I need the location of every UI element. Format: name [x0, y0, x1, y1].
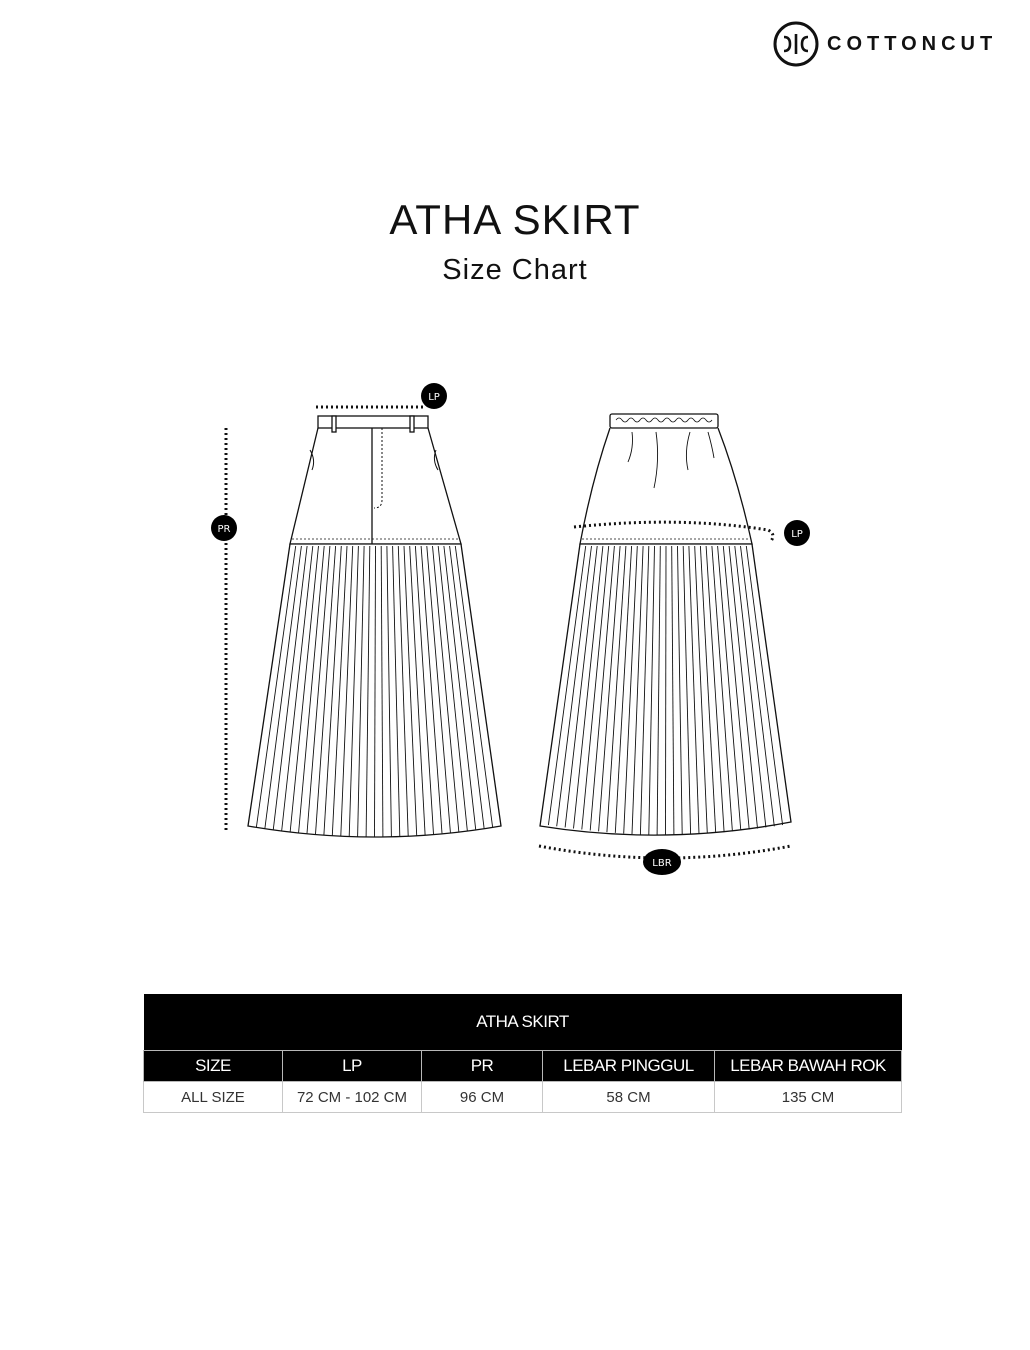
- table-row: [144, 1082, 902, 1113]
- back-hip-badge: [784, 520, 810, 546]
- column-header-lebar-pinggul: LEBAR PINGGUL: [543, 1051, 715, 1082]
- cottoncut-logo-icon: [773, 21, 819, 67]
- table-cell: ALL SIZE: [144, 1082, 283, 1113]
- back-hip-measure-line: [574, 522, 773, 541]
- skirt-diagram: [0, 370, 1030, 890]
- page-subtitle: Size Chart: [442, 254, 588, 286]
- table-cell: 72 CM - 102 CM: [283, 1082, 422, 1113]
- table-title: ATHA SKIRT: [144, 994, 902, 1051]
- table-cell: 58 CM: [543, 1082, 715, 1113]
- column-header-pr: PR: [422, 1051, 543, 1082]
- pleat-line: [666, 546, 667, 835]
- table-header-row: [144, 1051, 902, 1082]
- size-table: [143, 994, 902, 1113]
- back-hem-badge: [643, 849, 681, 875]
- table-cell: 135 CM: [715, 1082, 902, 1113]
- brand-name: COTTONCUT: [827, 32, 998, 55]
- front-skirt-drawing: [248, 416, 501, 837]
- front-waist-badge-label: LP: [428, 392, 440, 403]
- back-hem-badge-label: LBR: [652, 858, 672, 869]
- back-hip-badge-label: LP: [791, 529, 803, 540]
- front-length-badge: [211, 515, 237, 541]
- column-header-size: SIZE: [144, 1051, 283, 1082]
- page-title: ATHA SKIRT: [389, 196, 641, 243]
- column-header-lp: LP: [283, 1051, 422, 1082]
- brand-logo: [773, 20, 997, 68]
- front-length-badge-label: PR: [217, 524, 231, 535]
- column-header-lebar-bawah-rok: LEBAR BAWAH ROK: [715, 1051, 902, 1082]
- back-skirt-drawing: [540, 414, 791, 835]
- table-cell: 96 CM: [422, 1082, 543, 1113]
- front-waist-badge: [421, 383, 447, 409]
